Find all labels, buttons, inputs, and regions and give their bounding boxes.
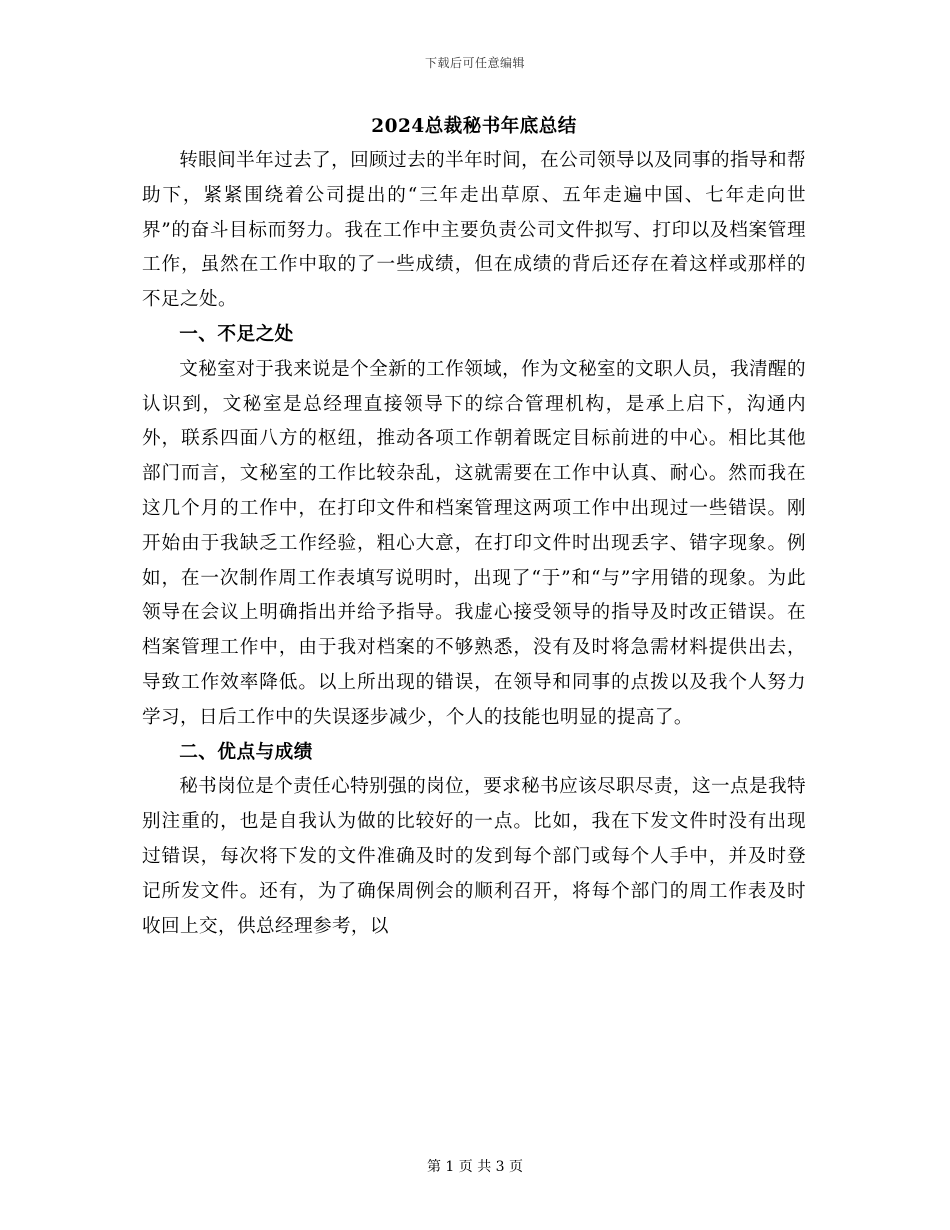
section-heading: 一、不足之处 [179,323,294,345]
section-paragraph: 秘书岗位是个责任心特别强的岗位，要求秘书应该尽职尽责，这一点是我特别注重的，也是自我认为做的比较好的一点。比如，我在下发文件时没有出现过错误，每次将下发的文件准确及时的发到每个部门或每个人手中，并及时登记所发文件。还有，为了确保周例会的顺利召开，将每个部门的周工作表及时收回上交，供总经理参考，以 [142,776,806,937]
page-number: 第 1 页 共 3 页 [426,1159,524,1175]
section-heading: 二、优点与成绩 [179,741,313,763]
section-paragraph: 文秘室对于我来说是个全新的工作领域，作为文秘室的文职人员，我清醒的认识到，文秘室是总经理直接领导下的综合管理机构，是承上启下，沟通内外，联系四面八方的枢纽，推动各项工作朝着既定目标前进的中心。相比其他部门而言，文秘室的工作比较杂乱，这就需要在工作中认真、耐心。然而我在这几个月的工作中，在打印文件和档案管理这两项工作中出现过一些错误。刚开始由于我缺乏工作经验，粗心大意，在打印文件时出现丢字、错字现象。例如，在一次制作周工作表填写说明时，出现了“于”和“与”字用错的现象。为此领导在会议上明确指出并给予指导。我虚心接受领导的指导及时改正错误。在档案管理工作中，由于我对档案的不够熟悉，没有及时将急需材料提供出去，导致工作效率降低。以上所出现的错误，在领导和同事的点拨以及我个人努力学习，日后工作中的失误逐步减少，个人的技能也明显的提高了。 [142,358,806,728]
intro-paragraph: 转眼间半年过去了，回顾过去的半年时间，在公司领导以及同事的指导和帮助下，紧紧围绕着公司提出的“三年走出草原、五年走遍中国、七年走向世界”的奋斗目标而努力。我在工作中主要负责公司文件拟写、打印以及档案管理工作，虽然在工作中取的了一些成绩，但在成绩的背后还存在着这样或那样的不足之处。 [142,150,806,311]
section-shortcomings [142,318,806,736]
section-achievements [142,736,806,945]
page-header-note: 下载后可任意编辑 [424,56,525,70]
document-title: 2024总裁秘书年底总结 [371,116,577,137]
document-body [142,110,806,944]
